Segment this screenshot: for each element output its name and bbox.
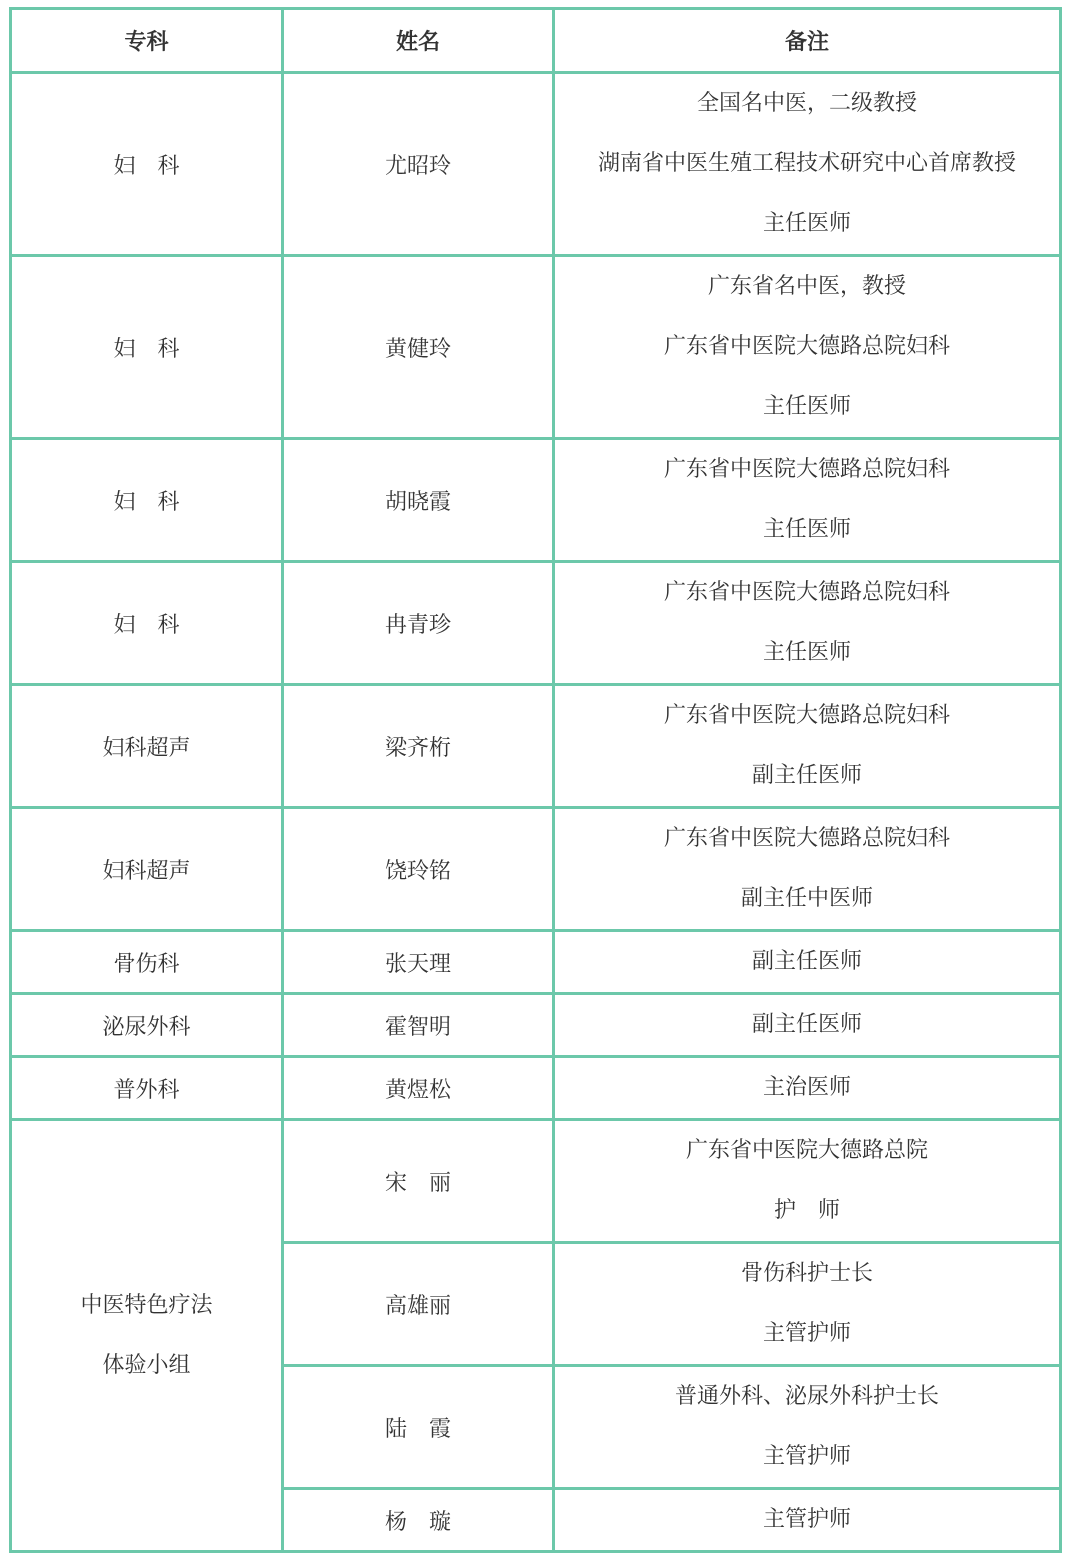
table-body xyxy=(11,73,1061,1552)
table-row xyxy=(11,439,1061,562)
table-row xyxy=(11,994,1061,1057)
cell-line: 广东省中医院大德路总院妇科 xyxy=(663,703,950,728)
cell-line: 体验小组 xyxy=(102,1352,191,1378)
notes-cell xyxy=(554,1366,1061,1489)
cell-line: 主管护师 xyxy=(762,1507,851,1532)
header-specialty: 专科 xyxy=(11,9,283,73)
table-row xyxy=(11,1120,1061,1243)
cell-line: 普通外科、泌尿外科护士长 xyxy=(674,1384,939,1409)
name-cell: 梁齐桁 xyxy=(283,685,554,808)
cell-line: 主任医师 xyxy=(762,640,851,665)
cell-line: 主任医师 xyxy=(762,211,851,236)
cell-line: 全国名中医，二级教授 xyxy=(696,91,917,116)
notes-cell xyxy=(554,808,1061,931)
name-cell: 高雄丽 xyxy=(283,1243,554,1366)
staff-table xyxy=(9,7,1062,1553)
notes-cell xyxy=(554,256,1061,439)
notes-cell xyxy=(554,931,1061,994)
table-row xyxy=(11,685,1061,808)
cell-line: 副主任医师 xyxy=(751,763,862,788)
name-cell: 杨 璇 xyxy=(283,1489,554,1552)
notes-cell xyxy=(554,439,1061,562)
table-row xyxy=(11,1057,1061,1120)
notes-cell xyxy=(554,994,1061,1057)
cell-line: 主治医师 xyxy=(762,1075,851,1100)
specialty-cell: 妇 科 xyxy=(11,73,283,256)
cell-line: 骨伤科护士长 xyxy=(740,1261,873,1286)
specialty-cell: 妇 科 xyxy=(11,439,283,562)
notes-cell xyxy=(554,1489,1061,1552)
header-notes: 备注 xyxy=(554,9,1061,73)
cell-line: 广东省中医院大德路总院妇科 xyxy=(663,334,950,359)
notes-cell xyxy=(554,73,1061,256)
group-specialty-cell xyxy=(11,1120,283,1552)
table-row xyxy=(11,256,1061,439)
specialty-cell: 骨伤科 xyxy=(11,931,283,994)
cell-line: 广东省中医院大德路总院妇科 xyxy=(663,580,950,605)
specialty-cell: 妇科超声 xyxy=(11,685,283,808)
name-cell: 张天理 xyxy=(283,931,554,994)
specialty-cell: 妇 科 xyxy=(11,562,283,685)
cell-line: 主管护师 xyxy=(762,1321,851,1346)
notes-cell xyxy=(554,1057,1061,1120)
specialty-cell: 普外科 xyxy=(11,1057,283,1120)
table-row xyxy=(11,931,1061,994)
cell-line: 主管护师 xyxy=(762,1444,851,1469)
table-row xyxy=(11,73,1061,256)
notes-cell xyxy=(554,685,1061,808)
notes-cell xyxy=(554,1243,1061,1366)
name-cell: 胡晓霞 xyxy=(283,439,554,562)
cell-line: 中医特色疗法 xyxy=(80,1292,213,1318)
name-cell: 霍智明 xyxy=(283,994,554,1057)
notes-cell xyxy=(554,562,1061,685)
specialty-cell: 妇 科 xyxy=(11,256,283,439)
cell-line: 湖南省中医生殖工程技术研究中心首席教授 xyxy=(597,151,1016,176)
specialty-cell: 泌尿外科 xyxy=(11,994,283,1057)
table-row xyxy=(11,562,1061,685)
name-cell: 冉青珍 xyxy=(283,562,554,685)
name-cell: 饶玲铭 xyxy=(283,808,554,931)
cell-line: 副主任医师 xyxy=(751,949,862,974)
header-name: 姓名 xyxy=(283,9,554,73)
cell-line: 广东省中医院大德路总院妇科 xyxy=(663,826,950,851)
specialty-cell: 妇科超声 xyxy=(11,808,283,931)
name-cell: 尤昭玲 xyxy=(283,73,554,256)
cell-line: 主任医师 xyxy=(762,394,851,419)
cell-line: 副主任医师 xyxy=(751,1012,862,1037)
name-cell: 黄煜松 xyxy=(283,1057,554,1120)
notes-cell xyxy=(554,1120,1061,1243)
table-header-row xyxy=(11,9,1061,73)
cell-line: 广东省中医院大德路总院妇科 xyxy=(663,457,950,482)
cell-line: 护 师 xyxy=(773,1198,840,1223)
cell-line: 广东省名中医，教授 xyxy=(707,274,906,299)
name-cell: 宋 丽 xyxy=(283,1120,554,1243)
name-cell: 黄健玲 xyxy=(283,256,554,439)
cell-line: 副主任中医师 xyxy=(740,886,873,911)
table-row xyxy=(11,808,1061,931)
cell-line: 广东省中医院大德路总院 xyxy=(685,1138,928,1163)
name-cell: 陆 霞 xyxy=(283,1366,554,1489)
cell-line: 主任医师 xyxy=(762,517,851,542)
